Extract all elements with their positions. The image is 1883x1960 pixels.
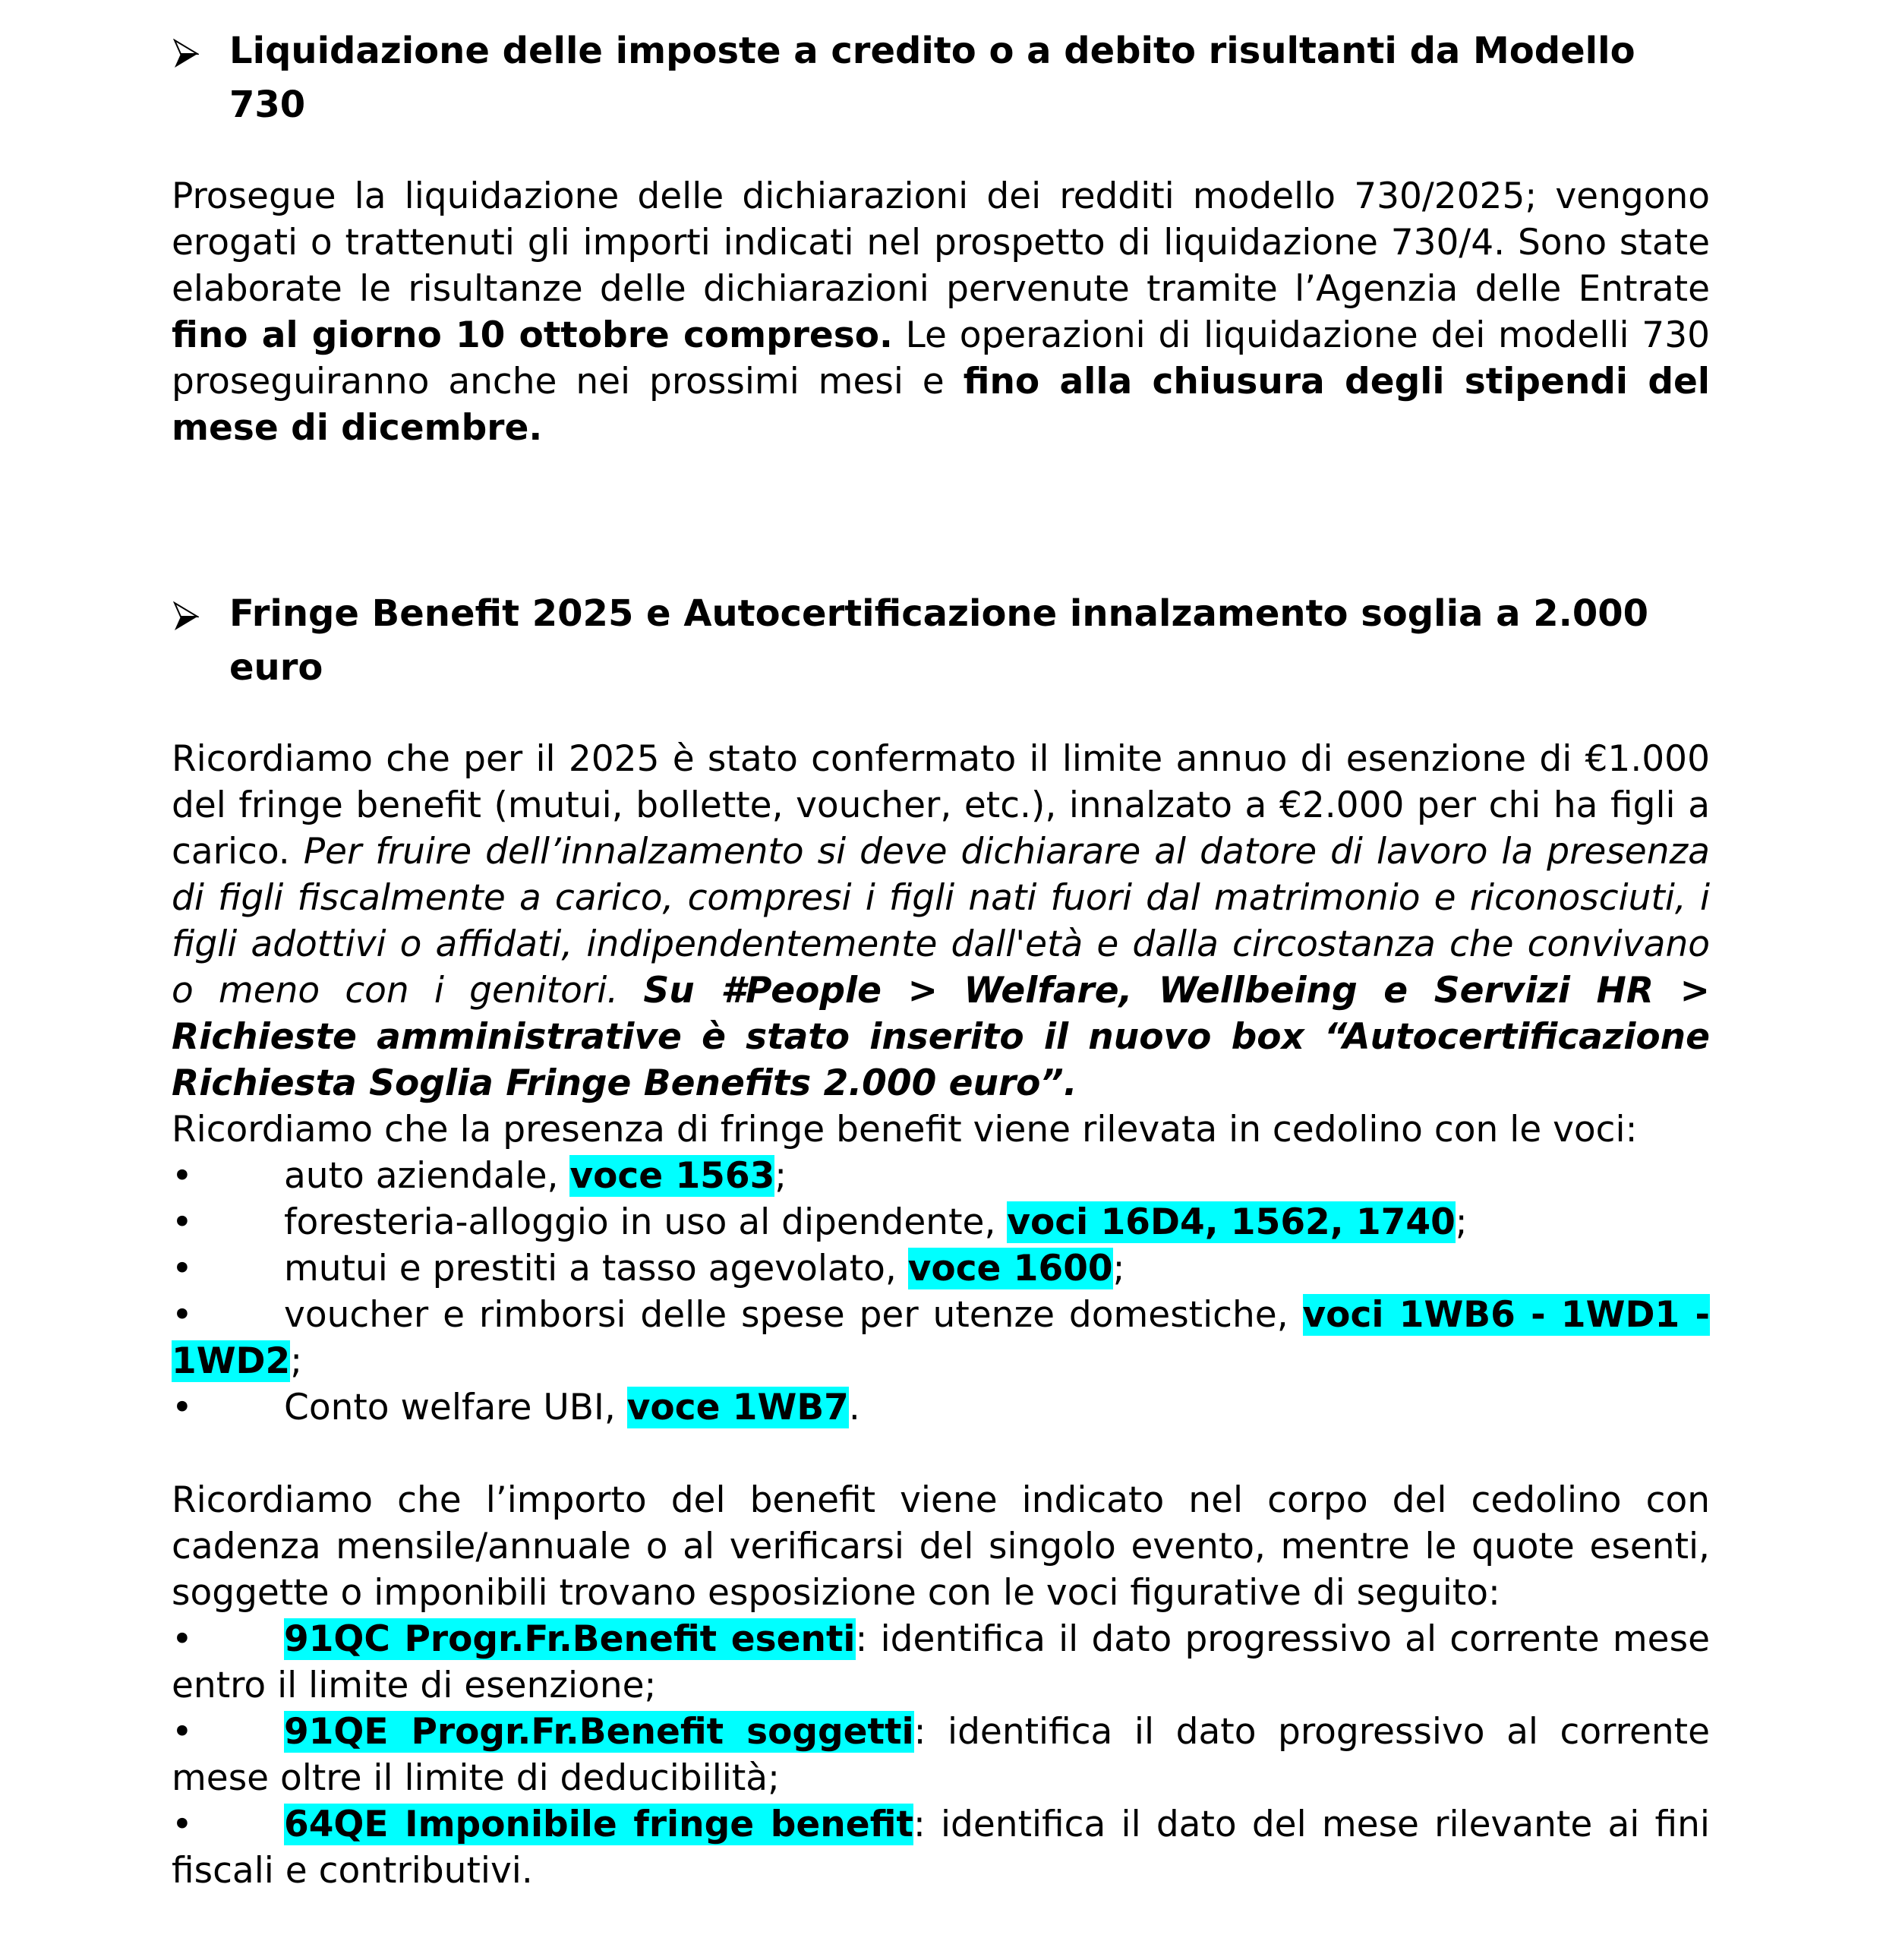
paragraph-liquidazione	[172, 173, 1710, 451]
round-bullet-icon: •	[172, 1804, 193, 1845]
highlighted-code: voce 1563	[569, 1155, 775, 1197]
list-item-text: voucher e rimborsi delle spese per utenze domestiche,	[284, 1294, 1303, 1336]
bold-italic-text-people-path: Su #People > Welfare, Wellbeing e Servizi HR > Richieste amministrative è stato inserito il nuovo box “Autocertificazione Richiesta Soglia Fringe Benefits 2.000 euro”.	[172, 970, 1710, 1104]
italic-text-requirements: Per fruire dell’innalzamento si deve dichiarare al datore di lavoro la presenza di figli fiscalmente a carico, compresi i figli nati fuori dal matrimonio e riconosciuti, i figli adottivi o affidati, indipendentemente dall'età e dalla circostanza che convivano o meno con i genitori.	[172, 831, 1710, 1012]
list-item-text: : identifica il dato del mese rilevante ai fini fiscali e contributivi.	[172, 1804, 1710, 1892]
highlighted-code: voci 16D4, 1562, 1740	[1007, 1201, 1456, 1243]
list-item	[172, 1153, 1710, 1199]
list-item-end: ;	[774, 1155, 787, 1197]
list-item	[172, 1292, 1710, 1384]
text-run: Ricordiamo che per il 2025 è stato confermato il limite annuo di esenzione di €1.000 del fringe benefit (mutui, bollette, voucher, etc.), innalzato a €2.000 per chi ha figli a carico.	[172, 738, 1710, 873]
round-bullet-icon: •	[172, 1618, 193, 1660]
highlighted-code: voce 1WB7	[626, 1387, 849, 1428]
section-heading-liquidazione-730	[172, 24, 1710, 132]
round-bullet-icon: •	[172, 1155, 193, 1197]
round-bullet-icon: •	[172, 1294, 193, 1336]
highlighted-code: 64QE Imponibile fringe benefit	[284, 1804, 913, 1845]
text-run: Le operazioni di liquidazione dei modelli 730 proseguiranno anche nei prossimi mesi e	[172, 314, 1711, 402]
list-item-text: auto aziendale,	[284, 1155, 570, 1197]
arrowhead-bullet-icon	[173, 39, 199, 69]
highlighted-code: 91QE Progr.Fr.Benefit soggetti	[284, 1711, 914, 1753]
round-bullet-icon: •	[172, 1201, 193, 1243]
list-item-end: ;	[1455, 1201, 1468, 1243]
list-item	[172, 1801, 1710, 1894]
section-heading-fringe-benefit	[172, 587, 1710, 695]
arrowhead-bullet-icon	[173, 601, 199, 632]
list-item-text: : identifica il dato progressivo al corrente mese entro il limite di esenzione;	[172, 1618, 1710, 1706]
round-bullet-icon: •	[172, 1248, 193, 1289]
list-item	[172, 1616, 1710, 1709]
highlighted-code: voce 1600	[907, 1248, 1113, 1289]
paragraph-importo-intro: Ricordiamo che l’importo del benefit viene indicato nel corpo del cedolino con cadenza mensile/annuale o al verificarsi del singolo evento, mentre le quote esenti, soggette o imponibili trovano esposizione con le voci figurative di seguito:	[172, 1479, 1710, 1614]
list-item-end: ;	[290, 1340, 303, 1382]
paragraph-fringe-intro	[172, 736, 1710, 1106]
list-item-text: Conto welfare UBI,	[284, 1387, 627, 1428]
list-item	[172, 1245, 1710, 1292]
list-item-end: .	[848, 1387, 860, 1428]
list-item-text: : identifica il dato progressivo al corrente mese oltre il limite di deducibilità;	[172, 1711, 1710, 1799]
list-item-end: ;	[1112, 1248, 1125, 1289]
list-item-text: foresteria-alloggio in uso al dipendente,	[284, 1201, 1008, 1243]
list-item	[172, 1384, 1710, 1431]
highlighted-code: voci 1WB6 - 1WD1 - 1WD2	[172, 1294, 1710, 1382]
list-item	[172, 1199, 1710, 1245]
section-heading-text: Fringe Benefit 2025 e Autocertificazione innalzamento soglia a 2.000 euro	[229, 592, 1649, 689]
paragraph-voci-intro: Ricordiamo che la presenza di fringe benefit viene rilevata in cedolino con le voci:	[172, 1109, 1638, 1150]
text-run: Prosegue la liquidazione delle dichiarazioni dei redditi modello 730/2025; vengono erogati o trattenuti gli importi indicati nel prospetto di liquidazione 730/4. Sono state elaborate le risultanze delle dichiarazioni pervenute tramite l’Agenzia delle Entrate	[172, 175, 1710, 310]
bold-text-deadline: fino al giorno 10 ottobre compreso.	[172, 314, 893, 356]
round-bullet-icon: •	[172, 1387, 193, 1428]
document-page	[172, 0, 1710, 1894]
list-item	[172, 1709, 1710, 1801]
list-item-text: mutui e prestiti a tasso agevolato,	[284, 1248, 908, 1289]
highlighted-code: 91QC Progr.Fr.Benefit esenti	[284, 1618, 856, 1660]
bold-text-december: fino alla chiusura degli stipendi del mese di dicembre.	[172, 361, 1710, 449]
round-bullet-icon: •	[172, 1711, 193, 1753]
voci-list	[172, 1153, 1710, 1431]
section-spacer	[172, 451, 1710, 587]
figurative-list	[172, 1616, 1710, 1894]
section-heading-text: Liquidazione delle imposte a credito o a debito risultanti da Modello 730	[229, 30, 1635, 126]
